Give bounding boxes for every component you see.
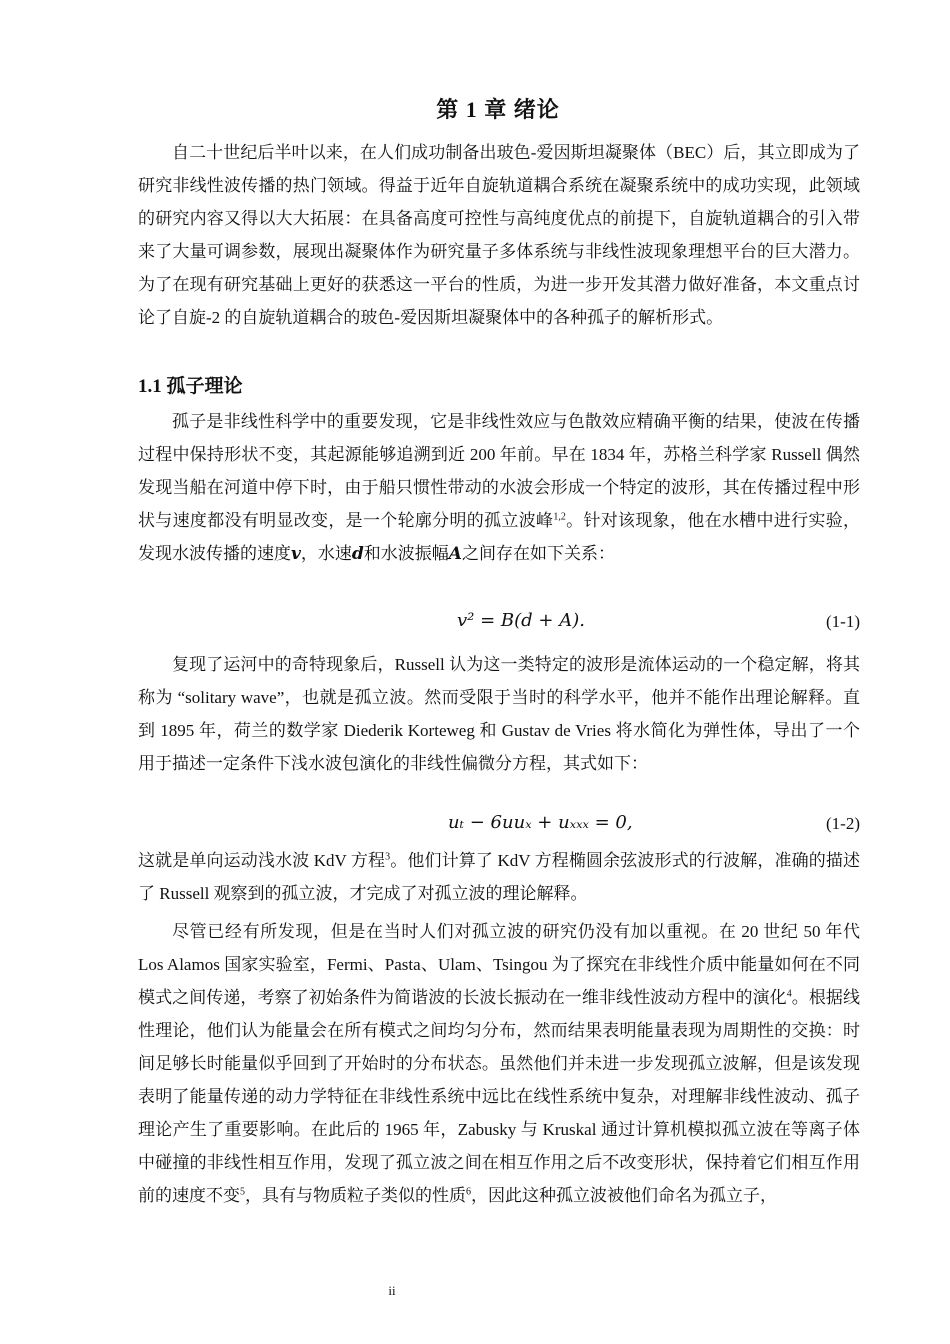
- equation-1-2: [0, 812, 860, 842]
- symbol-A: A: [448, 544, 462, 564]
- citation-4: 4: [786, 988, 792, 1000]
- soliton-text-d: 和水波振幅: [363, 544, 449, 563]
- fput-text-d: ，因此这种孤立波被他们命名为孤立子，: [471, 1186, 777, 1205]
- section-heading: 1.1 孤子理论: [138, 376, 243, 397]
- citation-1-2: 1,2: [553, 511, 566, 523]
- soliton-paragraph: [138, 405, 860, 571]
- soliton-text-e: 之间存在如下关系：: [461, 544, 615, 563]
- soliton-text-c: ，水速: [300, 544, 352, 563]
- symbol-v: v: [291, 544, 301, 564]
- soliton-text-a: 孤子是非线性科学中的重要发现，它是非线性效应与色散效应精确平衡的结果，使波在传播过程中保持形状不变，其起源能够追溯到近 200 年前。早在 1834 年，苏格兰科学家 Russell 偶然发现当船在河道中停下时，由于船只惯性带动的水波会形成一个特定的波形，其在传播过程中形状与速度都没有明显改变，是一个轮廓分明的孤立波峰: [138, 412, 860, 530]
- citation-6: 6: [466, 1186, 471, 1198]
- equation-1-2-formula: uₜ − 6uuₓ + uₓₓₓ = 0,: [448, 812, 633, 833]
- kdv-text-b: 。他们计算了 KdV 方程椭圆余弦波形式的行波解，准确的描述了 Russell 观察到的孤立波，才完成了对孤立波的理论解释。: [138, 851, 860, 903]
- page-number: ii: [388, 1283, 396, 1298]
- chapter-title: 第 1 章 绪论: [436, 97, 560, 122]
- kdv-paragraph: [138, 844, 860, 910]
- soliton-text-b: 。针对该现象，他在水槽中进行实验，发现水波传播的速度: [138, 511, 861, 563]
- citation-5: 5: [240, 1186, 245, 1198]
- symbol-d: d: [351, 544, 364, 564]
- equation-1-2-number: (1-2): [826, 814, 860, 833]
- equation-1-1-number: (1-1): [826, 612, 860, 631]
- equation-1-1: [0, 610, 860, 640]
- fput-text-c: ，具有与物质粒子类似的性质: [245, 1186, 466, 1205]
- fput-text-a: 尽管已经有所发现，但是在当时人们对孤立波的研究仍没有加以重视。在 20 世纪 50 年代 Los Alamos 国家实验室，Fermi、Pasta、Ulam、Tsingou 为了探究在非线性介质中能量如何在不同模式之间传递，考察了初始条件为简谐波的长波长振动在一维非线性波动方程中的演化: [138, 922, 860, 1007]
- intro-paragraph: 自二十世纪后半叶以来，在人们成功制备出玻色-爱因斯坦凝聚体（BEC）后，其立即成为了研究非线性波传播的热门领域。得益于近年自旋轨道耦合系统在凝聚系统中的成功实现，此领域的研究内容又得以大大拓展：在具备高度可控性与高纯度优点的前提下，自旋轨道耦合的引入带来了大量可调参数，展现出凝聚体作为研究量子多体系统与非线性波现象理想平台的巨大潜力。为了在现有研究基础上更好的获悉这一平台的性质，为进一步开发其潜力做好准备，本文重点讨论了自旋-2 的自旋轨道耦合的玻色-爱因斯坦凝聚体中的各种孤子的解析形式。: [138, 143, 860, 327]
- kdv-text-a: 这就是单向运动浅水波 KdV 方程: [138, 851, 386, 870]
- citation-3: 3: [385, 851, 391, 863]
- russell-paragraph: 复现了运河中的奇特现象后，Russell 认为这一类特定的波形是流体运动的一个稳定解，将其称为 “solitary wave”，也就是孤立波。然而受限于当时的科学水平，他并不能作出理论解释。直到 1895 年，荷兰的数学家 Diederik Korteweg 和 Gustav de Vries 将水简化为弹性体，导出了一个用于描述一定条件下浅水波包演化的非线性偏微分方程，其式如下：: [138, 655, 860, 773]
- fput-text-b: 。根据线性理论，他们认为能量会在所有模式之间均匀分布，然而结果表明能量表现为周期性的交换：时间足够长时能量似乎回到了开始时的分布状态。虽然他们并未进一步发现孤立波解，但是该发现表明了能量传递的动力学特征在非线性系统中远比在线性系统中复杂，对理解非线性波动、孤子理论产生了重要影响。在此后的 1965 年，Zabusky 与 Kruskal 通过计算机模拟孤立波在等离子体中碰撞的非线性相互作用，发现了孤立波之间在相互作用之后不改变形状，保持着它们相互作用前的速度不变: [138, 988, 861, 1205]
- fput-paragraph: [138, 915, 860, 1212]
- equation-1-1-formula: v² = B(d + A).: [457, 610, 585, 631]
